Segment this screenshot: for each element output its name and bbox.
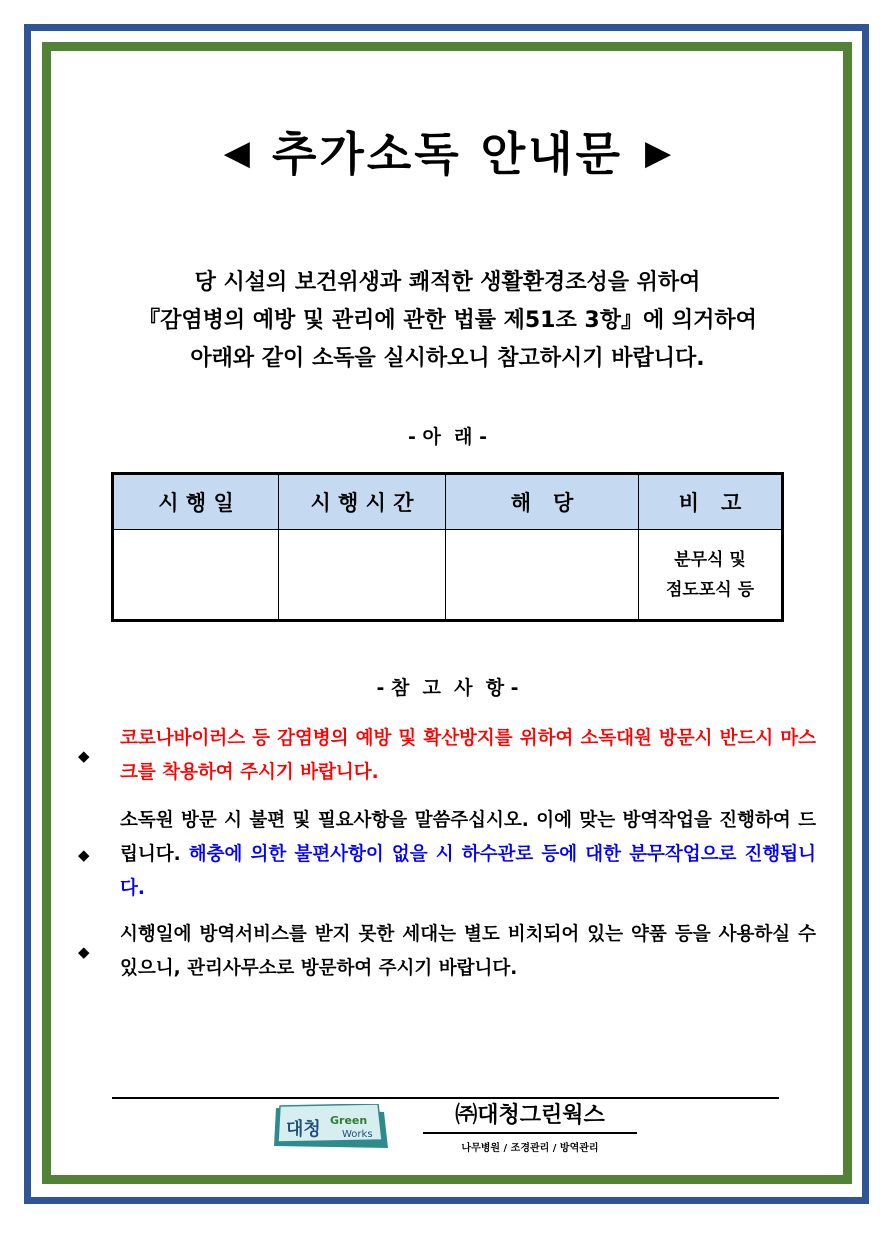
header-time: 시 행 시 간	[279, 474, 446, 530]
header-remarks: 비 고	[639, 474, 783, 530]
remark-line-1: 분무식 및	[674, 549, 746, 570]
reference-notes	[78, 722, 816, 986]
note-mask-warning: 코로나바이러스 등 감염병의 예방 및 확산방지를 위하여 소독대원 방문시 반드시 마스크를 착용하여 주시기 바랍니다.	[120, 728, 816, 783]
company-logo	[272, 1104, 390, 1150]
cell-remarks	[639, 530, 783, 621]
title-text: 추가소독 안내문	[271, 127, 624, 181]
note-spray-info: 해충에 의한 불편사항이 없을 시 하수관로 등에 대한 분무작업으로 진행됩니다.	[120, 844, 816, 899]
logo-works-text: Works	[342, 1129, 373, 1140]
cell-date	[113, 530, 279, 621]
company-name: ㈜대청그린웍스	[455, 1103, 605, 1128]
company-services: 나무병원 / 조경관리 / 방역관리	[461, 1143, 599, 1154]
diamond-bullet-icon: ◆	[78, 846, 90, 864]
list-item	[78, 918, 816, 986]
list-item	[78, 722, 816, 790]
diamond-bullet-icon: ◆	[78, 943, 90, 961]
logo-korean-text: 대청	[286, 1119, 321, 1140]
intro-paragraph	[60, 264, 835, 378]
remark-line-2: 점도포식 등	[665, 579, 755, 600]
schedule-table	[111, 472, 784, 622]
logo-green-text: Green	[330, 1114, 368, 1127]
left-triangle-icon: ◀	[223, 133, 250, 173]
header-date: 시 행 일	[113, 474, 279, 530]
header-target: 해 당	[446, 474, 639, 530]
section-heading-reference: - 참 고 사 항 -	[376, 677, 519, 699]
company-underline	[423, 1132, 637, 1134]
table-row	[113, 530, 783, 621]
notice-title	[0, 118, 895, 184]
cell-target	[446, 530, 639, 621]
diamond-bullet-icon: ◆	[78, 747, 90, 765]
right-triangle-icon: ▶	[645, 133, 672, 173]
note-request-text: 소독원 방문 시 불편 및 필요사항을 말씀주십시오. 이에 맞는 방역작업을 진행하여 드립니다.	[120, 810, 816, 865]
intro-line-2: 『감염병의 예방 및 관리에 관한 법률 제51조 3항』에 의거하여	[138, 308, 757, 333]
intro-line-3: 아래와 같이 소독을 실시하오니 참고하시기 바랍니다.	[190, 346, 705, 371]
list-item	[78, 804, 816, 906]
table-header-row	[113, 474, 783, 530]
section-heading-below: - 아 래 -	[408, 426, 487, 448]
cell-time	[279, 530, 446, 621]
note-missed-service: 시행일에 방역서비스를 받지 못한 세대는 별도 비치되어 있는 약품 등을 사용하실 수 있으니, 관리사무소로 방문하여 주시기 바랍니다.	[120, 924, 816, 979]
intro-line-1: 당 시설의 보건위생과 쾌적한 생활환경조성을 위하여	[194, 270, 701, 295]
